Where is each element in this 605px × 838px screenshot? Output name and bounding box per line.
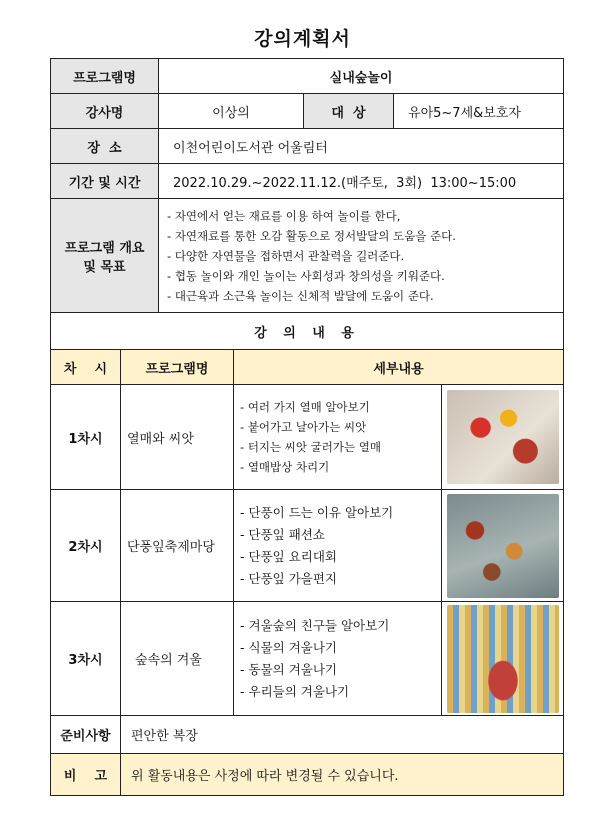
session-photo-cell <box>442 385 564 490</box>
note-label: 비 고 <box>51 754 121 796</box>
detail-item: - 여러 가지 열매 알아보기 <box>240 400 370 414</box>
session-photo-cell <box>442 602 564 716</box>
goal-item: - 협동 놀이와 개인 놀이는 사회성과 창의성을 키워준다. <box>167 268 445 283</box>
instructor-value: 이상의 <box>159 94 304 129</box>
lecture-plan-table <box>50 58 564 796</box>
period-row <box>51 164 564 199</box>
col-details-header: 세부내용 <box>234 350 564 385</box>
session-number: 1차시 <box>51 385 121 490</box>
section-title-row <box>51 313 564 350</box>
session-number: 3차시 <box>51 602 121 716</box>
program-row <box>51 59 564 94</box>
session-photo-cell <box>442 490 564 602</box>
detail-item: - 우리들의 겨울나기 <box>240 683 350 699</box>
session-details-cell <box>234 602 442 716</box>
document-title: 강의계획서 <box>254 28 351 50</box>
goals-cell <box>159 199 564 313</box>
place-value: 이천어린이도서관 어울림터 <box>159 129 564 164</box>
session-photo <box>447 605 559 713</box>
session-photo <box>447 494 559 598</box>
detail-item: - 동물의 겨울나기 <box>240 661 337 677</box>
col-program-header: 프로그램명 <box>121 350 234 385</box>
col-session-header: 차 시 <box>51 350 121 385</box>
target-value: 유아5~7세&보호자 <box>394 94 564 129</box>
session-program: 열매와 씨앗 <box>121 385 234 490</box>
session-details-cell <box>234 385 442 490</box>
detail-item: - 식물의 겨울나기 <box>240 639 337 655</box>
session-program: 숲속의 겨울 <box>121 602 234 716</box>
section-title: 강 의 내 용 <box>51 313 564 350</box>
session-details <box>234 397 441 477</box>
session-program: 단풍잎축제마당 <box>121 490 234 602</box>
detail-item: - 붙어가고 날아가는 씨앗 <box>240 420 367 434</box>
detail-item: - 단풍잎 가을편지 <box>240 570 337 586</box>
prep-value: 편안한 복장 <box>121 716 564 754</box>
session-details <box>234 502 441 590</box>
period-value: 2022.10.29.~2022.11.12.(매주토, 3회) 13:00~15:00 <box>159 164 564 199</box>
session-details-cell <box>234 490 442 602</box>
goal-item: - 대근육과 소근육 놀이는 신체적 발달에 도움이 준다. <box>167 288 434 303</box>
prep-label: 준비사항 <box>51 716 121 754</box>
goal-item: - 다양한 자연물을 접하면서 관찰력을 길러준다. <box>167 248 405 263</box>
program-value: 실내숲놀이 <box>159 59 564 94</box>
place-label: 장 소 <box>51 129 159 164</box>
goals-list <box>159 202 563 310</box>
goals-label-line1: 프로그램 개요 <box>64 240 145 256</box>
note-value: 위 활동내용은 사정에 따라 변경될 수 있습니다. <box>121 754 564 796</box>
detail-item: - 단풍잎 요리대회 <box>240 548 337 564</box>
session-row-3 <box>51 602 564 716</box>
program-label: 프로그램명 <box>51 59 159 94</box>
detail-item: - 겨울숲의 친구들 알아보기 <box>240 617 390 633</box>
goal-item: - 자연재료를 통한 오감 활동으로 정서발달의 도움을 준다. <box>167 228 456 243</box>
period-label: 기간 및 시간 <box>51 164 159 199</box>
instructor-row <box>51 94 564 129</box>
session-row-1 <box>51 385 564 490</box>
detail-item: - 단풍잎 패션쇼 <box>240 526 325 542</box>
contents-header-row <box>51 350 564 385</box>
goals-row <box>51 199 564 313</box>
goals-label <box>51 199 159 313</box>
goals-label-line2: 및 목표 <box>83 259 126 275</box>
goal-item: - 자연에서 얻는 재료를 이용 하여 놀이를 한다, <box>167 208 401 223</box>
session-row-2 <box>51 490 564 602</box>
target-label: 대 상 <box>304 94 394 129</box>
place-row <box>51 129 564 164</box>
detail-item: - 열매밥상 차리기 <box>240 460 330 474</box>
note-row <box>51 754 564 796</box>
session-details <box>234 615 441 703</box>
prep-row <box>51 716 564 754</box>
session-photo <box>447 390 559 484</box>
session-number: 2차시 <box>51 490 121 602</box>
instructor-label: 강사명 <box>51 94 159 129</box>
detail-item: - 단풍이 드는 이유 알아보기 <box>240 504 394 520</box>
detail-item: - 터지는 씨앗 굴러가는 열매 <box>240 440 381 454</box>
